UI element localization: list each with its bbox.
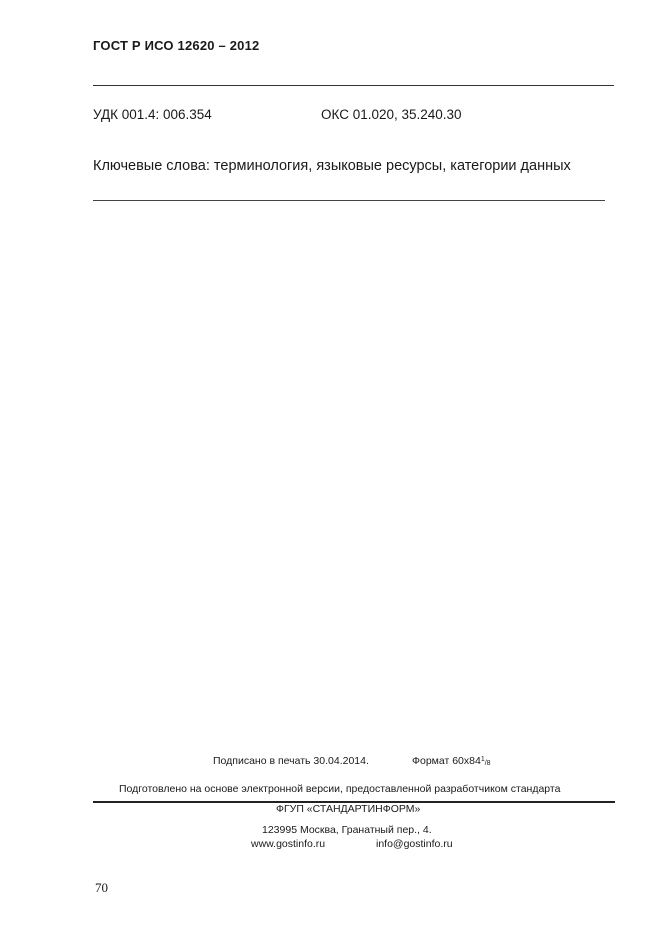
oks-code: ОКС 01.020, 35.240.30 xyxy=(321,107,462,122)
prepared-note: Подготовлено на основе электронной версии, предоставленной разработчиком стандарта xyxy=(119,783,561,795)
format-fraction-numerator: 1 xyxy=(480,756,485,763)
keywords-line: Ключевые слова: терминология, языковые ресурсы, категории данных xyxy=(93,158,571,174)
format-prefix: Формат 60x84 xyxy=(412,755,481,767)
page-number: 70 xyxy=(95,880,108,895)
publisher-website: www.gostinfo.ru xyxy=(251,838,326,850)
publisher-address: 123995 Москва, Гранатный пер., 4. xyxy=(262,824,432,836)
udk-code: УДК 001.4: 006.354 xyxy=(93,107,212,122)
signed-to-print: Подписано в печать 30.04.2014. xyxy=(213,755,369,767)
publisher-email: info@gostinfo.ru xyxy=(376,838,453,850)
publisher-name: ФГУП «СТАНДАРТИНФОРМ» xyxy=(276,803,421,815)
keywords-divider xyxy=(93,200,605,201)
format-fraction-denominator: /8 xyxy=(484,760,491,767)
standard-code-header: ГОСТ Р ИСО 12620 – 2012 xyxy=(93,38,260,53)
header-divider xyxy=(93,85,614,86)
paper-format xyxy=(412,755,491,767)
